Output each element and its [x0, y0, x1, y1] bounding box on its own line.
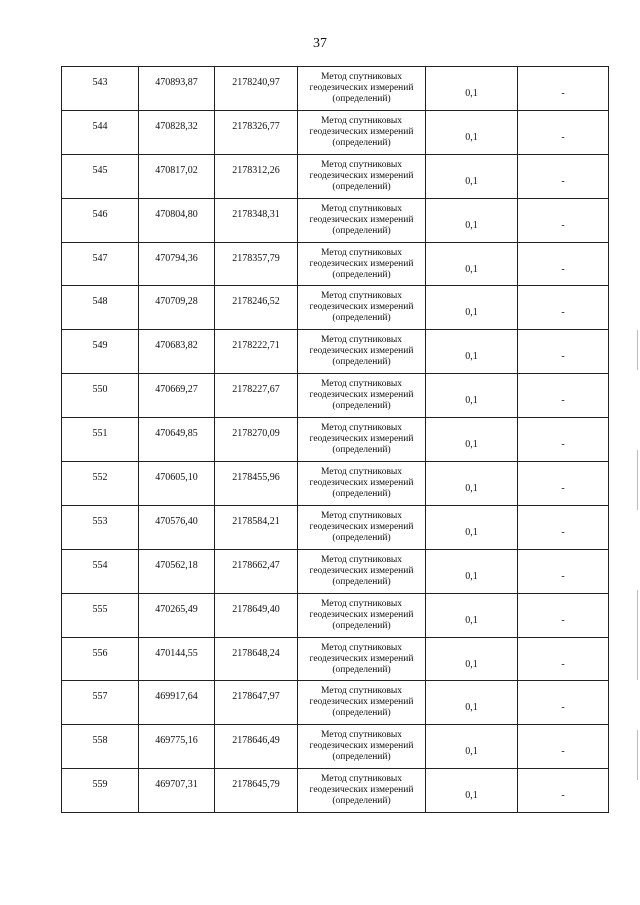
- method-cell: [298, 681, 426, 725]
- x-coordinate-cell: 469775,16: [139, 725, 215, 769]
- method-cell: [298, 154, 426, 198]
- x-coordinate-cell: 470709,28: [139, 286, 215, 330]
- method-line: (определений): [332, 532, 391, 543]
- table-row: [62, 110, 609, 154]
- point-number-cell: 543: [62, 67, 139, 111]
- method-line: Метод спутниковых: [320, 466, 403, 477]
- table-row: [62, 681, 609, 725]
- accuracy-cell: 0,1: [426, 67, 518, 111]
- method-line: (определений): [332, 225, 391, 236]
- method-line: Метод спутниковых: [320, 203, 403, 214]
- method-line: (определений): [332, 488, 391, 499]
- method-line: геодезических измерений: [309, 697, 414, 708]
- x-coordinate-cell: 470683,82: [139, 330, 215, 374]
- method-line: (определений): [332, 620, 391, 631]
- point-number-cell: 550: [62, 374, 139, 418]
- y-coordinate-cell: 2178326,77: [215, 110, 298, 154]
- method-cell: [298, 725, 426, 769]
- table-row: [62, 374, 609, 418]
- table-row: [62, 505, 609, 549]
- x-coordinate-cell: 470893,87: [139, 67, 215, 111]
- description-cell: -: [518, 681, 609, 725]
- accuracy-cell: 0,1: [426, 154, 518, 198]
- y-coordinate-cell: 2178648,24: [215, 637, 298, 681]
- point-number-cell: 552: [62, 462, 139, 506]
- y-coordinate-cell: 2178348,31: [215, 198, 298, 242]
- method-line: (определений): [332, 357, 391, 368]
- method-line: Метод спутниковых: [320, 291, 403, 302]
- table-row: [62, 725, 609, 769]
- method-line: геодезических измерений: [309, 302, 414, 313]
- x-coordinate-cell: 470605,10: [139, 462, 215, 506]
- y-coordinate-cell: 2178227,67: [215, 374, 298, 418]
- x-coordinate-cell: 470804,80: [139, 198, 215, 242]
- y-coordinate-cell: 2178662,47: [215, 549, 298, 593]
- method-line: геодезических измерений: [309, 346, 414, 357]
- description-cell: -: [518, 374, 609, 418]
- description-cell: -: [518, 67, 609, 111]
- y-coordinate-cell: 2178357,79: [215, 242, 298, 286]
- description-cell: -: [518, 198, 609, 242]
- table-row: [62, 198, 609, 242]
- y-coordinate-cell: 2178584,21: [215, 505, 298, 549]
- accuracy-cell: 0,1: [426, 725, 518, 769]
- method-cell: [298, 198, 426, 242]
- x-coordinate-cell: 470828,32: [139, 110, 215, 154]
- description-cell: -: [518, 725, 609, 769]
- point-number-cell: 554: [62, 549, 139, 593]
- method-line: (определений): [332, 445, 391, 456]
- method-line: Метод спутниковых: [320, 115, 403, 126]
- x-coordinate-cell: 470649,85: [139, 418, 215, 462]
- description-cell: -: [518, 154, 609, 198]
- description-cell: -: [518, 418, 609, 462]
- method-line: Метод спутниковых: [320, 510, 403, 521]
- method-cell: [298, 330, 426, 374]
- table-row: [62, 242, 609, 286]
- method-line: геодезических измерений: [309, 741, 414, 752]
- method-line: (определений): [332, 181, 391, 192]
- method-cell: [298, 593, 426, 637]
- point-number-cell: 556: [62, 637, 139, 681]
- x-coordinate-cell: 470265,49: [139, 593, 215, 637]
- method-line: геодезических измерений: [309, 785, 414, 796]
- table-row: [62, 549, 609, 593]
- method-line: Метод спутниковых: [320, 159, 403, 170]
- y-coordinate-cell: 2178646,49: [215, 725, 298, 769]
- x-coordinate-cell: 470562,18: [139, 549, 215, 593]
- table-row: [62, 637, 609, 681]
- accuracy-cell: 0,1: [426, 462, 518, 506]
- y-coordinate-cell: 2178649,40: [215, 593, 298, 637]
- method-line: Метод спутниковых: [320, 247, 403, 258]
- method-line: геодезических измерений: [309, 82, 414, 93]
- method-cell: [298, 549, 426, 593]
- table-row: [62, 330, 609, 374]
- method-line: Метод спутниковых: [320, 423, 403, 434]
- x-coordinate-cell: 470794,36: [139, 242, 215, 286]
- table-row: [62, 462, 609, 506]
- method-cell: [298, 374, 426, 418]
- description-cell: -: [518, 637, 609, 681]
- table-row: [62, 154, 609, 198]
- method-line: Метод спутниковых: [320, 554, 403, 565]
- method-line: (определений): [332, 664, 391, 675]
- method-line: геодезических измерений: [309, 434, 414, 445]
- accuracy-cell: 0,1: [426, 286, 518, 330]
- y-coordinate-cell: 2178240,97: [215, 67, 298, 111]
- method-line: Метод спутниковых: [320, 598, 403, 609]
- point-number-cell: 553: [62, 505, 139, 549]
- y-coordinate-cell: 2178645,79: [215, 769, 298, 813]
- y-coordinate-cell: 2178246,52: [215, 286, 298, 330]
- point-number-cell: 558: [62, 725, 139, 769]
- description-cell: -: [518, 593, 609, 637]
- accuracy-cell: 0,1: [426, 549, 518, 593]
- y-coordinate-cell: 2178312,26: [215, 154, 298, 198]
- method-line: Метод спутниковых: [320, 71, 403, 82]
- method-line: Метод спутниковых: [320, 730, 403, 741]
- scan-edge-marks: [634, 330, 640, 790]
- table-row: [62, 418, 609, 462]
- method-line: (определений): [332, 313, 391, 324]
- point-number-cell: 547: [62, 242, 139, 286]
- method-line: геодезических измерений: [309, 390, 414, 401]
- point-number-cell: 559: [62, 769, 139, 813]
- description-cell: -: [518, 286, 609, 330]
- point-number-cell: 549: [62, 330, 139, 374]
- point-number-cell: 555: [62, 593, 139, 637]
- table-row: [62, 769, 609, 813]
- accuracy-cell: 0,1: [426, 637, 518, 681]
- accuracy-cell: 0,1: [426, 505, 518, 549]
- method-line: геодезических измерений: [309, 214, 414, 225]
- method-line: геодезических измерений: [309, 170, 414, 181]
- description-cell: -: [518, 769, 609, 813]
- point-number-cell: 545: [62, 154, 139, 198]
- y-coordinate-cell: 2178647,97: [215, 681, 298, 725]
- x-coordinate-cell: 470576,40: [139, 505, 215, 549]
- method-cell: [298, 67, 426, 111]
- point-number-cell: 551: [62, 418, 139, 462]
- description-cell: -: [518, 242, 609, 286]
- method-cell: [298, 418, 426, 462]
- method-line: (определений): [332, 752, 391, 763]
- method-cell: [298, 462, 426, 506]
- description-cell: -: [518, 462, 609, 506]
- accuracy-cell: 0,1: [426, 769, 518, 813]
- method-cell: [298, 286, 426, 330]
- accuracy-cell: 0,1: [426, 242, 518, 286]
- description-cell: -: [518, 505, 609, 549]
- point-number-cell: 548: [62, 286, 139, 330]
- x-coordinate-cell: 469707,31: [139, 769, 215, 813]
- method-line: геодезических измерений: [309, 477, 414, 488]
- method-line: геодезических измерений: [309, 653, 414, 664]
- x-coordinate-cell: 469917,64: [139, 681, 215, 725]
- method-line: геодезических измерений: [309, 258, 414, 269]
- method-line: (определений): [332, 269, 391, 280]
- description-cell: -: [518, 549, 609, 593]
- method-line: Метод спутниковых: [320, 335, 403, 346]
- method-line: (определений): [332, 576, 391, 587]
- page-number: 37: [313, 36, 327, 51]
- method-line: Метод спутниковых: [320, 774, 403, 785]
- method-cell: [298, 769, 426, 813]
- description-cell: -: [518, 110, 609, 154]
- table-row: [62, 286, 609, 330]
- y-coordinate-cell: 2178455,96: [215, 462, 298, 506]
- method-cell: [298, 637, 426, 681]
- method-line: геодезических измерений: [309, 521, 414, 532]
- point-number-cell: 546: [62, 198, 139, 242]
- description-cell: -: [518, 330, 609, 374]
- method-cell: [298, 242, 426, 286]
- method-line: (определений): [332, 401, 391, 412]
- method-line: геодезических измерений: [309, 609, 414, 620]
- accuracy-cell: 0,1: [426, 110, 518, 154]
- method-cell: [298, 505, 426, 549]
- method-line: (определений): [332, 708, 391, 719]
- coordinates-table: [61, 66, 609, 813]
- accuracy-cell: 0,1: [426, 374, 518, 418]
- y-coordinate-cell: 2178222,71: [215, 330, 298, 374]
- method-line: (определений): [332, 137, 391, 148]
- accuracy-cell: 0,1: [426, 330, 518, 374]
- table-row: [62, 593, 609, 637]
- accuracy-cell: 0,1: [426, 593, 518, 637]
- method-line: (определений): [332, 93, 391, 104]
- accuracy-cell: 0,1: [426, 198, 518, 242]
- point-number-cell: 544: [62, 110, 139, 154]
- method-line: Метод спутниковых: [320, 379, 403, 390]
- x-coordinate-cell: 470144,55: [139, 637, 215, 681]
- method-line: Метод спутниковых: [320, 686, 403, 697]
- accuracy-cell: 0,1: [426, 681, 518, 725]
- method-line: Метод спутниковых: [320, 642, 403, 653]
- x-coordinate-cell: 470669,27: [139, 374, 215, 418]
- method-line: (определений): [332, 796, 391, 807]
- x-coordinate-cell: 470817,02: [139, 154, 215, 198]
- point-number-cell: 557: [62, 681, 139, 725]
- method-line: геодезических измерений: [309, 565, 414, 576]
- method-line: геодезических измерений: [309, 126, 414, 137]
- y-coordinate-cell: 2178270,09: [215, 418, 298, 462]
- accuracy-cell: 0,1: [426, 418, 518, 462]
- method-cell: [298, 110, 426, 154]
- table-row: [62, 67, 609, 111]
